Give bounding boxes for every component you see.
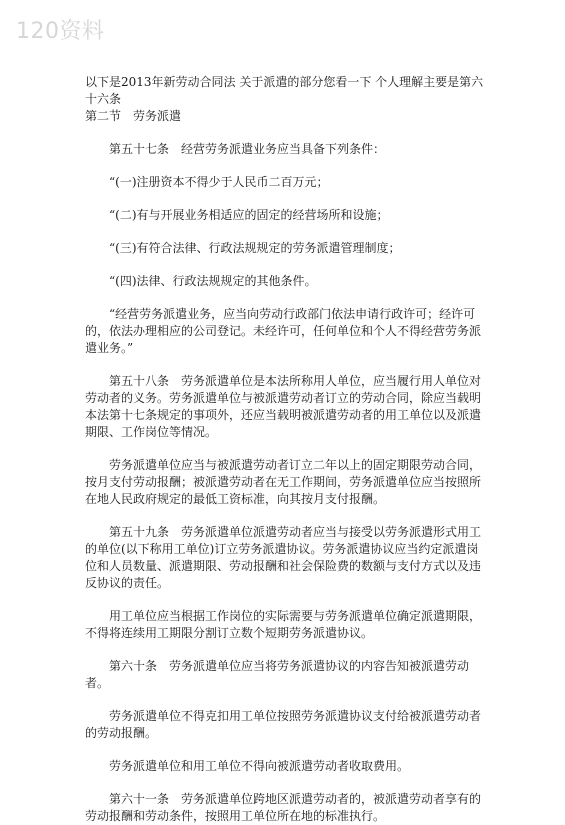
watermark-logo: 120资料 [16,19,105,44]
article-57-heading: 第五十七条 经营劳务派遣业务应当具备下列条件： [109,142,386,156]
dispatch-period-paragraph: 用工单位应当根据工作岗位的实际需要与劳务派遣单位确定派遣期限，不得将连续用工期限分割订立数个短期劳务派遣协议。 [85,609,482,640]
license-paragraph: “经营劳务派遣业务，应当向劳动行政部门依法申请行政许可；经许可的，依法办理相应的公司登记。未经许可，任何单位和个人不得经营劳务派遣业务。” [85,307,482,355]
no-deduction-paragraph: 劳务派遣单位不得克扣用工单位按照劳务派遣协议支付给被派遣劳动者的劳动报酬。 [85,709,482,740]
contract-term-paragraph: 劳务派遣单位应当与被派遣劳动者订立二年以上的固定期限劳动合同，按月支付劳动报酬；被派遣劳动者在无工作期间，劳务派遣单位应当按照所在地人民政府规定的最低工资标准，向其按月支付报酬。 [85,458,482,506]
condition-1: “(一)注册资本不得少于人民币二百万元； [109,175,329,189]
condition-4: “(四)法律、行政法规规定的其他条件。 [109,274,317,288]
intro-text: 以下是2013年新劳动合同法 关于派遣的部分您看一下 个人理解主要是第六十六条 [85,75,484,106]
article-59-paragraph: 第五十九条 劳务派遣单位派遣劳动者应当与接受以劳务派遣形式用工的单位(以下称用工单位)订立劳务派遣协议。劳务派遣协议应当约定派遣岗位和人员数量、派遣期限、劳动报酬和社会保险费的数额与支付方式以及违反协议的责任。 [85,525,482,590]
article-61-paragraph: 第六十一条 劳务派遣单位跨地区派遣劳动者的，被派遣劳动者享有的劳动报酬和劳动条件，按照用工单位所在地的标准执行。 [85,792,482,823]
condition-2: “(二)有与开展业务相适应的固定的经营场所和设施； [109,208,389,222]
no-fees-paragraph: 劳务派遣单位和用工单位不得向被派遣劳动者收取费用。 [109,759,410,773]
article-58-paragraph: 第五十八条 劳务派遣单位是本法所称用人单位，应当履行用人单位对劳动者的义务。劳务派遣单位与被派遣劳动者订立的劳动合同，除应当载明本法第十七条规定的事项外，还应当载明被派遣劳动者的用工单位以及派遣期限、工作岗位等情况。 [85,374,482,439]
condition-3: “(三)有符合法律、行政法规规定的劳务派遣管理制度； [109,241,401,255]
section-heading: 第二节 劳务派遣 [85,109,182,123]
document-body [85,74,485,825]
article-60-paragraph: 第六十条 劳务派遣单位应当将劳务派遣协议的内容告知被派遣劳动者。 [85,659,470,690]
